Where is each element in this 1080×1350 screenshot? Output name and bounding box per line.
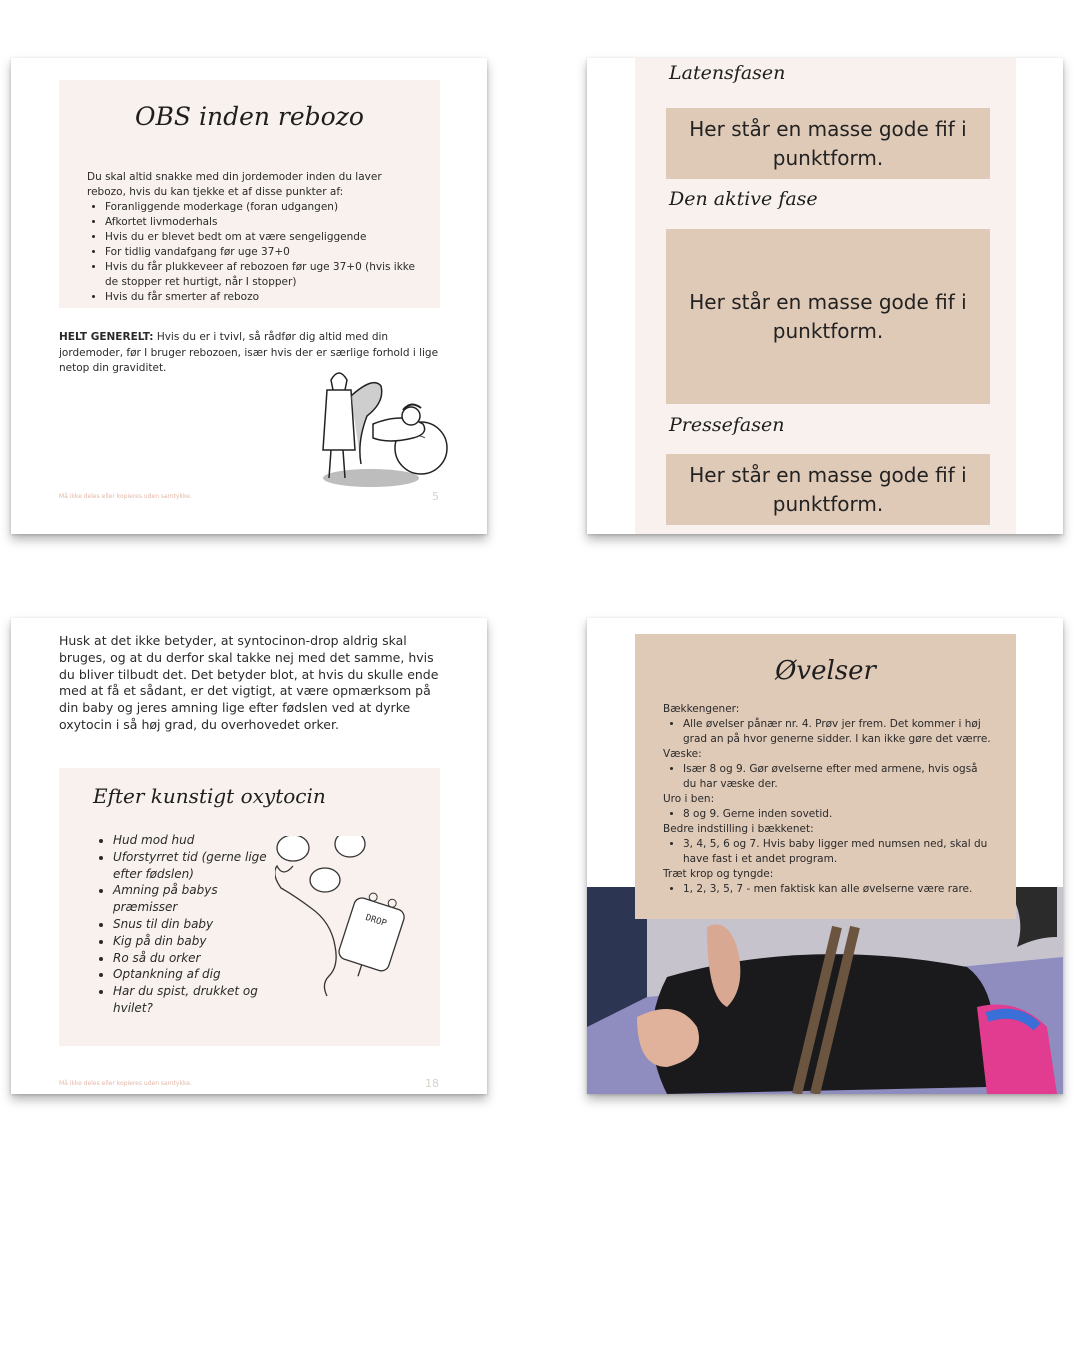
drip-bag-illustration xyxy=(275,836,425,1006)
body-paragraph: Husk at det ikke betyder, at syntocinon-drop aldrig skal bruges, og at du derfor skal takke nej med det samme, hvis du bliver tilbudt det. Det betyder blot, at hvis du skulle ende med at få et sådant, er det vigtigt, at være opmærksom på din baby og jeres amning lige efter fødslen ved at dyrke oxytocin i så høj grad, du overhovedet orker. xyxy=(59,633,439,732)
page-birth-phases xyxy=(587,58,1063,534)
oxytocin-box xyxy=(59,768,440,1046)
list-item: • For tidlig vandafgang før uge 37+0 xyxy=(105,245,430,260)
group-label: Træt krop og tyngde: xyxy=(663,868,774,880)
intro-text: Du skal altid snakke med din jordemoder inden du laver rebozo, hvis du kan tjekke et af disse punkter af: xyxy=(87,171,382,198)
list-item: • 3, 4, 5, 6 og 7. Hvis baby ligger med numsen ned, skal du have fast i et andet program. xyxy=(683,837,993,867)
group-label: Uro i ben: xyxy=(663,793,715,805)
tip-box: Her står en masse gode fif i punktform. xyxy=(666,229,990,404)
general-label: HELT GENERELT: xyxy=(59,331,154,343)
box-title: Øvelser xyxy=(775,656,876,686)
list-item: • Ro så du orker xyxy=(113,950,283,967)
page-title: OBS inden rebozo xyxy=(135,102,364,131)
page-after-oxytocin xyxy=(11,618,487,1094)
list-item: • Især 8 og 9. Gør øvelserne efter med armene, hvis også du har væske der. xyxy=(683,762,993,792)
list-item: • Uforstyrret tid (gerne lige efter fødslen) xyxy=(113,849,283,883)
list-item: • Alle øvelser pånær nr. 4. Prøv jer frem. Det kommer i høj grad an på hvor generne sidder. I kan ikke gøre det værre. xyxy=(683,717,993,747)
list-item: • Snus til din baby xyxy=(113,916,283,933)
box-title: Efter kunstigt oxytocin xyxy=(93,784,326,808)
phase-title: Den aktive fase xyxy=(669,188,818,210)
exercises-box xyxy=(635,634,1016,919)
list-item: • Hud mod hud xyxy=(113,832,283,849)
list-item: • 1, 2, 3, 5, 7 - men faktisk kan alle øvelserne være rare. xyxy=(683,882,993,897)
copyright-footer: Må ikke deles eller kopieres uden samtykke. xyxy=(59,493,192,500)
tip-box: Her står en masse gode fif i punktform. xyxy=(666,454,990,525)
phase-title: Pressefasen xyxy=(669,414,785,436)
exercises-list xyxy=(663,702,993,897)
group-label: Bedre indstilling i bækkenet: xyxy=(663,823,814,835)
general-text: Hvis du er i tvivl, så rådfør dig altid med din jordemoder, før I bruger rebozoen, især hvis der er særlige forhold i lige netop din graviditet. xyxy=(59,331,439,374)
warning-box xyxy=(59,80,440,308)
group-label: Bækkengener: xyxy=(663,703,740,715)
phase-title: Latensfasen xyxy=(669,62,786,84)
list-item: • Amning på babys præmisser xyxy=(113,882,283,916)
list-item: • Foranliggende moderkage (foran udgangen) xyxy=(105,200,430,215)
page-number: 18 xyxy=(425,1077,439,1090)
page-number: 5 xyxy=(432,490,439,503)
list-item: • Hvis du får plukkeveer af rebozoen før uge 37+0 (hvis ikke de stopper ret hurtigt, når I stopper) xyxy=(105,260,430,290)
list-item: • Hvis du får smerter af rebozo xyxy=(105,290,430,305)
list-item: • Hvis du er blevet bedt om at være sengeliggende xyxy=(105,230,430,245)
list-item: • Afkortet livmoderhals xyxy=(105,215,430,230)
rebozo-illustration xyxy=(301,360,451,496)
list-item: • Optankning af dig xyxy=(113,966,283,983)
list-item: • Kig på din baby xyxy=(113,933,283,950)
drip-label: DROP xyxy=(364,912,388,930)
list-item: • 8 og 9. Gerne inden sovetid. xyxy=(683,807,993,822)
tip-box: Her står en masse gode fif i punktform. xyxy=(666,108,990,179)
contraindication-list xyxy=(87,200,430,305)
group-label: Væske: xyxy=(663,748,702,760)
list-item: • Har du spist, drukket og hvilet? xyxy=(113,983,283,1017)
page-obs-inden-rebozo xyxy=(11,58,487,534)
page-ovelser xyxy=(587,618,1063,1094)
copyright-footer: Må ikke deles eller kopieres uden samtykke. xyxy=(59,1080,192,1087)
oxytocin-list xyxy=(93,832,283,1017)
